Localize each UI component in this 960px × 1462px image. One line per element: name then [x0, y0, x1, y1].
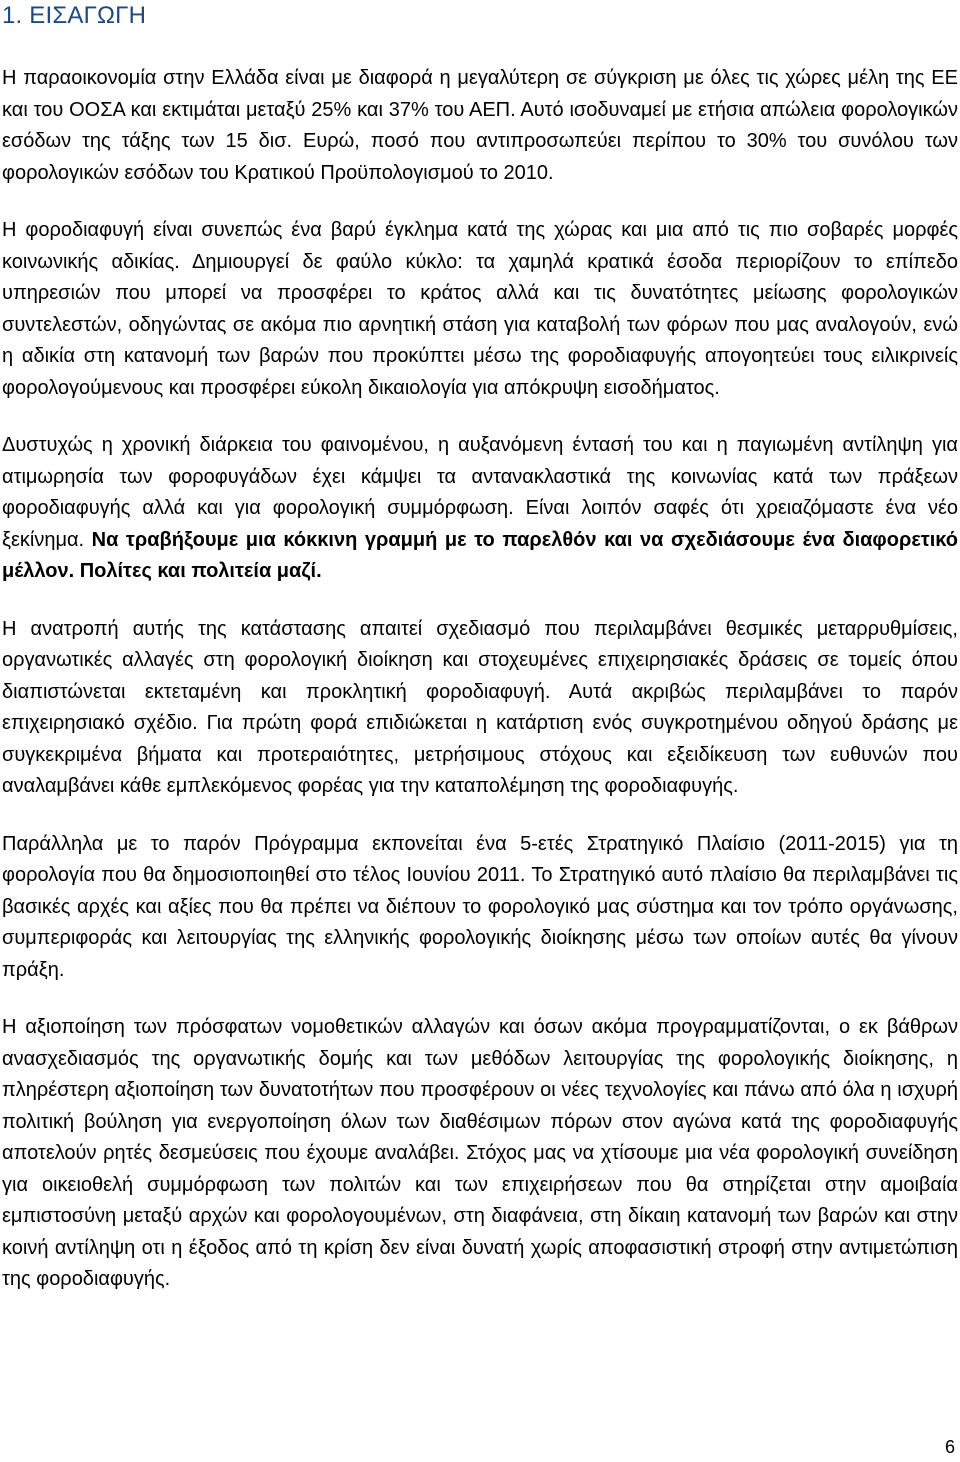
paragraph-new-start-bold-text: Να τραβήξουμε μια κόκκινη γραμμή με το παρελθόν και να σχεδιάσουμε ένα διαφορετικό μέλλον. Πολίτες και πολιτεία μαζί.: [2, 528, 958, 582]
paragraph-commitments: Η αξιοποίηση των πρόσφατων νομοθετικών αλλαγών και όσων ακόμα προγραμματίζονται, ο εκ βάθρων ανασχεδιασμός της οργανωτικής δομής και των μεθόδων λειτουργίας της φορολογικής διοίκησης, η πληρέστερη αξιοποίηση των δυνατοτήτων που προσφέρουν οι νέες τεχνολογίες και πάνω από όλα η ισχυρή πολιτική βούληση για ενεργοποίηση όλων των διαθέσιμων πόρων στον αγώνα κατά της φοροδιαφυγής αποτελούν ρητές δεσμεύσεις που έχουμε αναλάβει. Στόχος μας να χτίσουμε μια νέα φορολογική συνείδηση για οικειοθελή συμμόρφωση των πολιτών και των επιχειρήσεων που θα στηρίζεται στην αμοιβαία εμπιστοσύνη μεταξύ αρχών και φορολογουμένων, στη διαφάνεια, στη δίκαιη κατανομή των βαρών και στην κοινή αντίληψη οτι η έξοδος από τη κρίση δεν είναι δυνατή χωρίς αποφασιστική στροφή στην αντιμετώπιση της φοροδιαφυγής.: [2, 1016, 958, 1290]
paragraph-new-start-text: Δυστυχώς η χρονική διάρκεια του φαινομένου, η αυξανόμενη έντασή του και η παγιωμένη αντίληψη για ατιμωρησία των φοροφυγάδων έχει κάμψει τα αντανακλαστικά της κοινωνίας κατά των πράξεων φοροδιαφυγής αλλά και για φορολογική συμμόρφωση. Είναι λοιπόν σαφές ότι χρειαζόμαστε ένα νέο ξεκίνημα.: [2, 434, 958, 551]
paragraph-action-plan: Η ανατροπή αυτής της κατάστασης απαιτεί σχεδιασμό που περιλαμβάνει θεσμικές μεταρρυθμίσεις, οργανωτικές αλλαγές στη φορολογική διοίκηση και στοχευμένες επιχειρησιακές δράσεις σε τομείς όπου διαπιστώνεται εκτεταμένη και προκλητική φοροδιαφυγή. Αυτά ακριβώς περιλαμβάνει το παρόν επιχειρησιακό σχέδιο. Για πρώτη φορά επιδιώκεται η κατάρτιση ενός συγκροτημένου οδηγού δράσης με συγκεκριμένα βήματα και προτεραιότητες, μετρήσιμους στόχους και εξειδίκευση των ευθυνών που αναλαμβάνει κάθε εμπλεκόμενος φορέας για την καταπολέμηση της φοροδιαφυγής.: [2, 617, 958, 797]
paragraph-strategic-framework: Παράλληλα με το παρόν Πρόγραμμα εκπονείται ένα 5-ετές Στρατηγικό Πλαίσιο (2011-2015) για τη φορολογία που θα δημοσιοποιηθεί στο τέλος Ιουνίου 2011. Το Στρατηγικό αυτό πλαίσιο θα περιλαμβάνει τις βασικές αρχές και αξίες που θα πρέπει να διέπουν το φορολογικό μας σύστημα και τον τρόπο οργάνωσης, συμπεριφοράς και λειτουργίας της ελληνικής φορολογικής διοίκησης μέσω των οποίων αυτές θα γίνουν πράξη.: [2, 832, 958, 981]
paragraph-tax-evasion-crime: Η φοροδιαφυγή είναι συνεπώς ένα βαρύ έγκλημα κατά της χώρας και μια από τις πιο σοβαρές μορφές κοινωνικής αδικίας. Δημιουργεί δε φαύλο κύκλο: τα χαμηλά κρατικά έσοδα περιορίζουν το επίπεδο υπηρεσιών που μπορεί να προσφέρει το κράτος αλλά και τις δυνατότητες μείωσης φορολογικών συντελεστών, οδηγώντας σε ακόμα πιο αρνητική στάση για καταβολή των φόρων που μας αναλογούν, ενώ η αδικία στη κατανομή των βαρών που προκύπτει μέσω της φοροδιαφυγής απογοητεύει τους ειλικρινείς φορολογούμενους και προσφέρει εύκολη δικαιολογία για απόκρυψη εισοδήματος.: [2, 219, 958, 399]
section-heading: 1. ΕΙΣΑΓΩΓΗ: [2, 2, 147, 29]
paragraph-new-start: [2, 430, 958, 588]
page-number: 6: [944, 1437, 955, 1457]
paragraph-shadow-economy: Η παραοικονομία στην Ελλάδα είναι με διαφορά η μεγαλύτερη σε σύγκριση με όλες τις χώρες μέλη της ΕΕ και του ΟΟΣΑ και εκτιμάται μεταξύ 25% και 37% του ΑΕΠ. Αυτό ισοδυναμεί με ετήσια απώλεια φορολογικών εσόδων της τάξης των 15 δισ. Ευρώ, ποσό που αντιπροσωπεύει περίπου το 30% του συνόλου των φορολογικών εσόδων του Κρατικού Προϋπολογισμού το 2010.: [2, 67, 958, 184]
